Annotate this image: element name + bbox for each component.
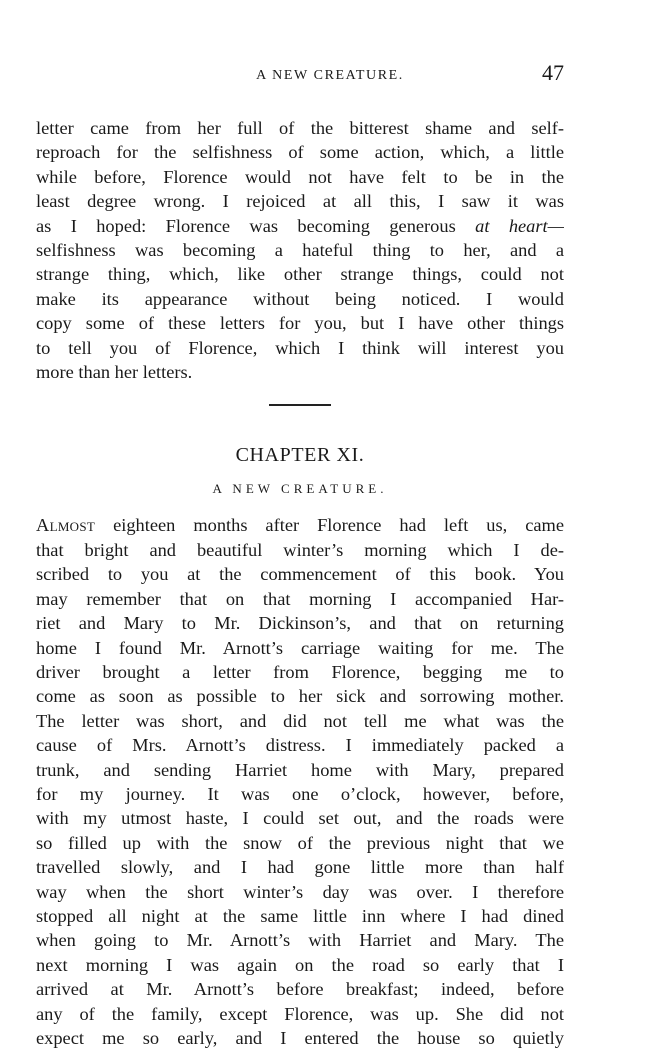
text-segment: eighteen months after Florence had left us, came <box>95 515 564 536</box>
text-line: for my journey. It was one o’clock, however, before, <box>36 783 564 804</box>
text-line: selfishness was becoming a hateful thing to her, and a <box>36 240 564 261</box>
running-title: A NEW CREATURE. <box>256 68 404 83</box>
italic-phrase: at heart— <box>475 215 564 236</box>
text-line: so filled up with the snow of the previous night that we <box>36 832 564 853</box>
text-line: scribed to you at the commencement of this book. You <box>36 564 564 585</box>
text-line: make its appearance without being noticed. I would <box>36 288 564 309</box>
text-line: way when the short winter’s day was over. I therefore <box>36 881 564 902</box>
text-line: strange thing, which, like other strange things, could not <box>36 264 564 285</box>
chapter-heading: CHAPTER XI. <box>235 444 365 467</box>
text-line: when going to Mr. Arnott’s with Harriet and Mary. The <box>36 930 564 951</box>
paragraph-1 <box>36 116 564 384</box>
text-line: arrived at Mr. Arnott’s before breakfast; indeed, before <box>36 979 564 1000</box>
text-line: reproach for the selfishness of some action, which, a little <box>36 142 564 163</box>
text-line: may remember that on that morning I accompanied Har- <box>36 588 564 609</box>
text-line: home I found Mr. Arnott’s carriage waiting for me. The <box>36 637 564 658</box>
text-segment: as I hoped: Florence was becoming generous <box>36 215 476 236</box>
text-line: that bright and beautiful winter’s morning which I de- <box>36 539 564 560</box>
text-line: stopped all night at the same little inn where I had dined <box>36 905 564 926</box>
text-line: The letter was short, and did not tell me what was the <box>36 710 564 731</box>
text-line: next morning I was again on the road so early that I <box>36 954 564 975</box>
text-line: with my utmost haste, I could set out, and the roads were <box>36 808 564 829</box>
page-number: 47 <box>542 60 564 85</box>
book-page <box>36 58 564 1050</box>
running-head <box>36 58 564 98</box>
text-line: while before, Florence would not have felt to be in the <box>36 166 564 187</box>
text-line: copy some of these letters for you, but I have other things <box>36 313 564 334</box>
text-line-with-smallcaps <box>36 513 564 537</box>
text-line: to tell you of Florence, which I think will interest you <box>36 337 564 358</box>
text-line: least degree wrong. I rejoiced at all this, I saw it was <box>36 191 564 212</box>
text-line: come as soon as possible to her sick and sorrowing mother. <box>36 686 564 707</box>
text-line: riet and Mary to Mr. Dickinson’s, and that on returning <box>36 613 564 634</box>
text-line: any of the family, except Florence, was up. She did not <box>36 1003 564 1024</box>
text-line: more than her letters. <box>36 362 193 383</box>
smallcaps-lead-word: Almost <box>36 515 96 536</box>
paragraph-2 <box>36 513 564 1050</box>
text-line: travelled slowly, and I had gone little more than half <box>36 857 564 878</box>
text-line: expect me so early, and I entered the house so quietly <box>36 1028 564 1048</box>
text-line: letter came from her full of the bitterest shame and self- <box>36 118 564 138</box>
text-line: driver brought a letter from Florence, begging me to <box>36 661 564 682</box>
text-line: cause of Mrs. Arnott’s distress. I immediately packed a <box>36 735 564 756</box>
section-divider <box>269 404 331 406</box>
chapter-subtitle: A NEW CREATURE. <box>212 481 388 497</box>
text-line: trunk, and sending Harriet home with Mary, prepared <box>36 759 564 780</box>
text-line-with-italic <box>36 214 564 238</box>
